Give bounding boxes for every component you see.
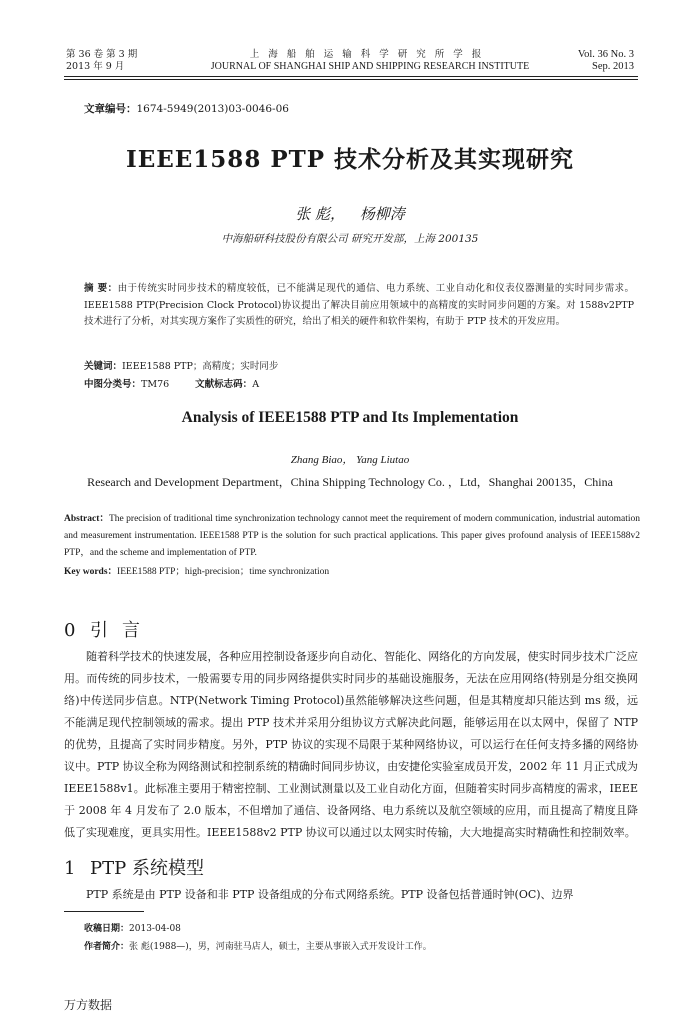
author-bio-label: 作者简介： (84, 942, 130, 952)
author-first-cn: 张 彪， (295, 205, 345, 223)
section-title: 引言 (90, 620, 154, 641)
clc-value: TM76 (141, 379, 170, 390)
abstract-en (64, 511, 640, 562)
footnote-rule (64, 911, 144, 912)
footnote-author-bio (84, 939, 432, 952)
ptp-model-paragraph: PTP 系统是由 PTP 设备和非 PTP 设备组成的分布式网络系统。PTP 设备包括普通时钟(OC)、边界 (86, 888, 574, 901)
abstract-en-label: Abstract： (64, 514, 109, 524)
journal-name-cn: 上海船舶运输科学研究所学报 (249, 49, 491, 60)
article-number (84, 101, 289, 116)
classification-line (84, 376, 259, 390)
keywords-cn-value: IEEE1588 PTP；高精度；实时同步 (122, 361, 279, 372)
header-date-en: Sep. 2013 (592, 61, 634, 72)
received-date: 2013-04-08 (129, 924, 181, 934)
header-date: 2013 年 9 月 (66, 61, 125, 72)
header-issue (66, 49, 137, 73)
abstract-cn (84, 281, 634, 331)
affiliation-cn: 中海船研科技股份有限公司 研究开发部，上海 200135 (221, 233, 479, 245)
paper-title-en: Analysis of IEEE1588 PTP and Its Implementation (181, 409, 519, 426)
paper-title-cn: IEEE1588 PTP 技术分析及其实现研究 (125, 146, 575, 173)
doc-code-value: A (252, 379, 260, 390)
received-label: 收稿日期： (84, 924, 130, 934)
section-number: 1 (64, 858, 76, 879)
header-rule-thick (64, 76, 638, 77)
author-second-cn: 杨柳涛 (359, 205, 405, 223)
introduction-paragraph: 随着科学技术的快速发展，各种应用控制设备逐步向自动化、智能化、网络化的方向发展，使实时同步技术广泛应用。而传统的同步技术，一般需要专用的同步网络提供实时同步的基础设施服务，无法在应用网络(特别是分组交换网络)中传送同步信息。NTP(Network Timing Protocol)虽然能够解决这些问题，但是其精度却只能达到 ms 级，远不能满足现代控制领域的需求。提出 PTP 技术并采用分组协议方式解决此问题，能够运用在以太网中，保留了 NTP 的优势，且提高了实时同步精度。另外，PTP 协议的实现不局限于某种网络协议，可以运行在任何支持多播的网络协议中。PTP 协议全称为网络测试和控制系统的精确时间同步协议，由安捷伦实验室成员开发，2002 年 11 月正式成为 IEEE1588v1。此标准主要用于精密控制、工业测试测量以及工业自动化方面，但随着实时同步高精度的需求，IEEE 于 2008 年 4 月发布了 2.0 版本，不但增加了通信、设备网络、电力系统以及航空领域的应用，而且提高了精度且降低了实现难度，更具实用性。IEEE1588v2 PTP 协议可以通过以太网实时传输，大大地提高实时精确性和控制效率。 (64, 650, 638, 839)
section-heading-introduction (64, 616, 154, 642)
header-journal (160, 49, 580, 73)
authors-en: Zhang Biao， Yang Liutao (290, 454, 410, 466)
header-rule-thin (64, 79, 638, 80)
authors-cn (0, 203, 700, 224)
abstract-en-text: The precision of traditional time synchronization technology cannot meet the requirement of modern communication, industrial automation and measurement instrumentation. IEEE1588 PTP is the solution for such practical applications. This paper gives profound analysis of IEEE1588v2 PTP，and the scheme and implementation of PTP. (64, 514, 641, 558)
section-number: 0 (64, 620, 76, 641)
journal-name-en: JOURNAL OF SHANGHAI SHIP AND SHIPPING RESEARCH INSTITUTE (210, 61, 530, 72)
clc-label: 中图分类号： (84, 379, 142, 390)
article-number-value: 1674-5949(2013)03-0046-06 (136, 103, 289, 115)
keywords-en-label: Key words： (64, 567, 118, 577)
section-heading-ptp-model (64, 854, 204, 880)
section-title: PTP 系统模型 (90, 858, 204, 879)
doc-code-label: 文献标志码： (195, 379, 253, 390)
abstract-cn-label: 摘 要： (84, 283, 118, 294)
affiliation-en: Research and Development Department，China Shipping Technology Co. ，Ltd，Shanghai 200135，China (87, 475, 613, 489)
header-volume: 第 36 卷 第 3 期 (66, 49, 138, 60)
article-number-label: 文章编号： (84, 103, 137, 115)
author-bio-text: 张 彪(1988—)，男，河南驻马店人，硕士，主要从事嵌入式开发设计工作。 (129, 942, 432, 952)
keywords-cn-label: 关键词： (84, 361, 123, 372)
keywords-cn (84, 358, 278, 372)
header-volume-en: Vol. 36 No. 3 (577, 49, 634, 60)
abstract-cn-text: 由于传统实时同步技术的精度较低，已不能满足现代的通信、电力系统、工业自动化和仪表仪器测量的实时同步需求。IEEE1588 PTP(Precision Clock Protocol)协议提出了解决目前应用领域中的高精度的实时同步问题的方案。对 1588v2PTP 技术进行了分析，对其实现方案作了实质性的研究，给出了相关的硬件和软件架构，有助于 PTP 技术的开发应用。 (84, 283, 634, 327)
header-issue-en (578, 49, 634, 73)
keywords-en-value: IEEE1588 PTP；high-precision；time synchronization (117, 567, 330, 577)
keywords-en (64, 563, 329, 577)
wanfang-watermark: 万方数据 (64, 998, 113, 1012)
footnote-received (84, 921, 181, 934)
